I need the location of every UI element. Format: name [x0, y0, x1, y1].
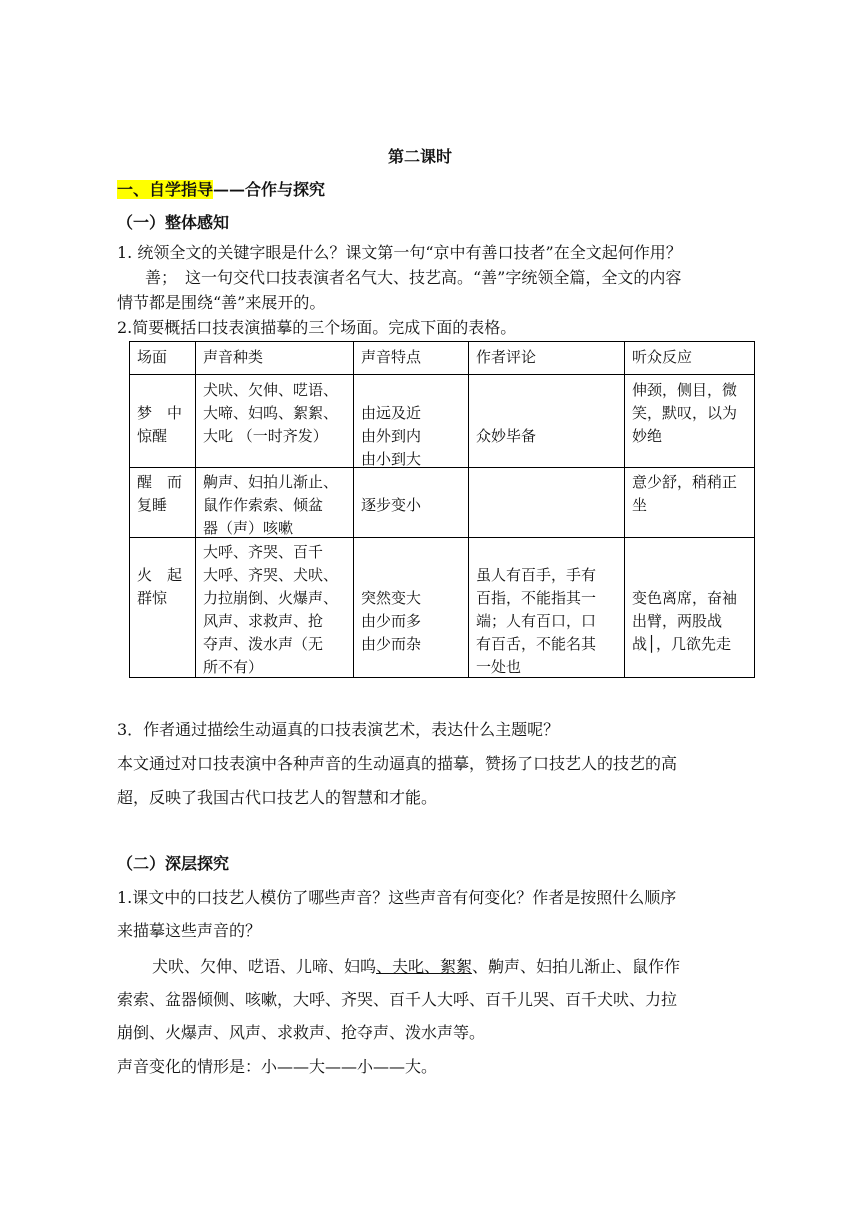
table-cell-reaction: 伸颈，侧目，微 — [632, 381, 738, 399]
table-cell-scene: 醒 而 — [137, 473, 183, 491]
section-heading-highlight: 一、自学指导 — [117, 180, 214, 199]
table-rule — [129, 341, 755, 342]
table-cell-kinds: 鼠作作索索、倾盆 — [203, 496, 324, 514]
answer-1-line-2: 情节都是围绕“善”来展开的。 — [117, 293, 326, 312]
table-header: 声音种类 — [203, 348, 264, 366]
table-cell-kinds: 风声、求救声、抢 — [203, 612, 324, 630]
table-cell-scene: 火 起 — [137, 566, 183, 584]
answer-1-line-1: 善； 这一句交代口技表演者名气大、技艺高。“善”字统领全篇，全文的内容 — [145, 268, 682, 287]
table-header: 听众反应 — [632, 348, 693, 366]
underlined-text: 、夫叱、絮絮 — [376, 957, 473, 976]
table-cell-traits: 逐步变小 — [361, 496, 422, 514]
table-cell-traits: 由少而杂 — [361, 635, 422, 653]
table-cell-comment: 众妙毕备 — [476, 427, 537, 445]
table-cell-traits: 突然变大 — [361, 589, 422, 607]
section-heading-rest: ——合作与探究 — [213, 180, 326, 199]
table-cell-traits: 由少而多 — [361, 612, 422, 630]
table-cell-scene: 群惊 — [137, 589, 168, 607]
question-2: 2.简要概括口技表演描摹的三个场面。完成下面的表格。 — [117, 318, 517, 337]
table-header: 声音特点 — [361, 348, 422, 366]
part2-answer-line-1 — [152, 955, 680, 979]
table-cell-kinds: 夺声、泼水声（无 — [203, 635, 324, 653]
table-rule — [129, 374, 755, 375]
part2-question-line-1: 1.课文中的口技艺人模仿了哪些声音？这些声音有何变化？作者是按照什么顺序 — [117, 888, 677, 907]
table-cell-reaction: 意少舒，稍稍正 — [632, 473, 738, 491]
part2-answer-line-2: 索索、盆器倾侧、咳嗽，大呼、齐哭、百千人大呼、百千儿哭、百千犬吠、力拉 — [117, 990, 678, 1009]
table-header: 作者评论 — [476, 348, 537, 366]
table-cell-reaction: 坐 — [632, 496, 648, 514]
table-cell-reaction: 变色离席，奋袖 — [632, 589, 738, 607]
part2-answer-line-4: 声音变化的情形是：小——大——小——大。 — [117, 1057, 438, 1076]
table-cell-reaction: 出臂，两股战 — [632, 612, 723, 630]
table-cell-comment: 端；人有百口，口 — [476, 612, 597, 630]
table-rule — [468, 341, 469, 678]
part2-heading: （二）深层探究 — [117, 854, 230, 873]
part2-answer-line-3: 崩倒、火爆声、风声、求救声、抢夺声、泼水声等。 — [117, 1023, 486, 1042]
table-cell-scene: 惊醒 — [137, 427, 168, 445]
answer-3-line-1: 本文通过对口技表演中各种声音的生动逼真的描摹，赞扬了口技艺人的技艺的高 — [117, 754, 678, 773]
table-cell-kinds: 大叱 （一时齐发） — [203, 427, 328, 445]
table-cell-traits: 由外到内 — [361, 427, 422, 445]
table-cell-reaction: 笑，默叹，以为 — [632, 404, 738, 422]
answer-3-line-2: 超，反映了我国古代口技艺人的智慧和才能。 — [117, 788, 438, 807]
part2-question-line-2: 来描摹这些声音的？ — [117, 921, 262, 940]
table-cell-reaction: 战│，几欲先走 — [632, 635, 732, 653]
table-cell-comment: 虽人有百手，手有 — [476, 566, 597, 584]
table-rule — [195, 341, 196, 678]
table-cell-kinds: 大呼、齐哭、犬吠、 — [203, 566, 339, 584]
table-rule — [353, 341, 354, 678]
table-cell-scene: 梦 中 — [137, 404, 183, 422]
table-cell-comment: 有百舌，不能名其 — [476, 635, 597, 653]
answer-text: 、齁声、妇拍儿渐止、鼠作作 — [472, 957, 681, 976]
table-cell-reaction: 妙绝 — [632, 427, 663, 445]
table-rule — [624, 341, 625, 678]
question-3: 3．作者通过描绘生动逼真的口技表演艺术，表达什么主题呢？ — [117, 720, 560, 739]
table-header: 场面 — [137, 348, 168, 366]
part1-heading: （一）整体感知 — [117, 213, 230, 232]
page-title: 第二课时 — [388, 147, 453, 166]
table-cell-kinds: 器（声）咳嗽 — [203, 519, 294, 537]
table-cell-scene: 复睡 — [137, 496, 168, 514]
table-cell-kinds: 齁声、妇拍儿渐止、 — [203, 473, 339, 491]
table-rule — [129, 341, 130, 678]
table-cell-traits: 由远及近 — [361, 404, 422, 422]
table-cell-kinds: 所不有） — [203, 658, 264, 676]
table-cell-kinds: 大呼、齐哭、百千 — [203, 543, 324, 561]
question-1: 1. 统领全文的关键字眼是什么？课文第一句“京中有善口技者”在全文起何作用？ — [117, 243, 682, 262]
table-rule — [754, 341, 755, 678]
table-cell-kinds: 力拉崩倒、火爆声、 — [203, 589, 339, 607]
table-rule — [129, 467, 755, 468]
table-cell-kinds: 犬吠、欠伸、呓语、 — [203, 381, 339, 399]
table-cell-traits: 由小到大 — [361, 450, 422, 468]
section-heading — [117, 178, 325, 202]
answer-text: 犬吠、欠伸、呓语、儿啼、妇呜 — [152, 957, 377, 976]
table-cell-comment: 一处也 — [476, 658, 522, 676]
table-cell-comment: 百指，不能指其一 — [476, 589, 597, 607]
table-cell-kinds: 大啼、妇呜、絮絮、 — [203, 404, 339, 422]
